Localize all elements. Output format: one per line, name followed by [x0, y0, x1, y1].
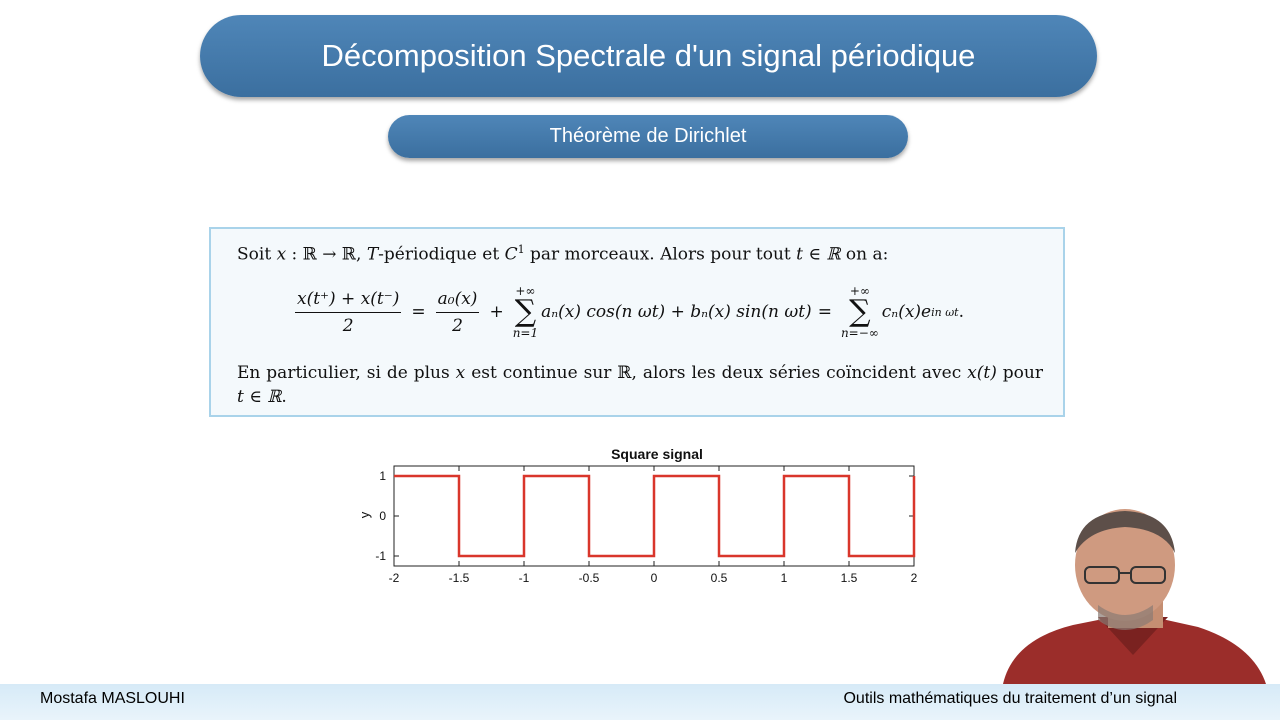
course-title: Outils mathématiques du traitement d’un signal — [843, 690, 1177, 707]
x-tick-label: 2 — [910, 571, 918, 585]
x-tick-label: 1.5 — [840, 571, 858, 585]
y-axis-label: y — [357, 511, 372, 519]
y-tick-label: 1 — [379, 469, 386, 483]
dirichlet-equation: $\frac{x(t^+) + x(t^-)}{2}$ = $\frac{\text{a₀(x)}}{2}$ + +∞ ∑ n=1 aₙ(x) cos(n ωt) + bₙ(x) sin(n ωt) = +∞ ∑ n=−∞ cₙ(x)e in ωt . — [297, 284, 965, 340]
x-tick-label: -1 — [518, 571, 530, 585]
presenter-webcam-icon — [1003, 505, 1266, 684]
x-tick-label: -2 — [388, 571, 400, 585]
x-tick-label: 0.5 — [710, 571, 728, 585]
y-tick-label: 0 — [379, 509, 386, 523]
sum-ninf: +∞ ∑ n=−∞ — [840, 284, 879, 340]
x-tick-label: 1 — [780, 571, 788, 585]
slide-title: Décomposition Spectrale d'un signal périodique — [200, 15, 1097, 97]
x-tick-label: -0.5 — [578, 571, 600, 585]
author-name: Mostafa MASLOUHI — [40, 690, 185, 707]
chart-title: Square signal — [611, 446, 703, 462]
complex-term: cₙ(x)e — [881, 302, 932, 322]
theorem-statement: Soit x : ℝ → ℝ, T-périodique et $C^1$ par morceaux. Alors pour tout t ∈ ℝ on a: — [237, 243, 889, 265]
y-tick-label: -1 — [375, 549, 386, 563]
theorem-corollary: En particulier, si de plus x est continue sur ℝ, alors les deux séries coïncident avec x(t) pour t ∈ ℝ. — [237, 363, 1043, 407]
footer-bar — [0, 684, 1280, 720]
x-tick-label: 0 — [650, 571, 658, 585]
sum-n1: +∞ ∑ n=1 — [512, 284, 539, 340]
slide-subtitle: Théorème de Dirichlet — [388, 115, 908, 158]
fourier-terms: aₙ(x) cos(n ωt) + bₙ(x) sin(n ωt) — [541, 302, 812, 322]
x-tick-label: -1.5 — [448, 571, 470, 585]
lhs-fraction: $\frac{x(t^+) + x(t^-)}{2}$ — [297, 288, 400, 336]
square-signal-chart — [350, 440, 930, 590]
presenter-webcam — [1003, 505, 1266, 684]
a0-fraction: $\frac{\text{a₀(x)}}{2}$ — [437, 288, 478, 336]
theorem-box — [209, 227, 1065, 417]
